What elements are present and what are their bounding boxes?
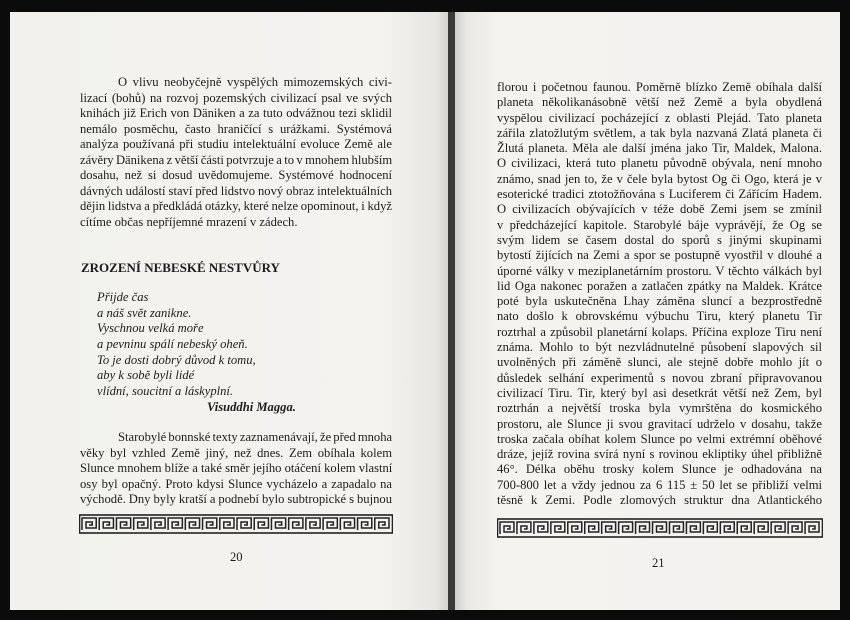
text-line: analýza používaná při studiu intelektuální evoluce Země ale bbox=[80, 137, 392, 151]
text-line: úporné války v meziplanetárním prostoru. V těchto válkách byl bbox=[497, 263, 822, 278]
greek-key-segment bbox=[116, 518, 130, 530]
greek-key-segment bbox=[551, 522, 565, 534]
text-line: těsně k Zemi. Podle zlomových struktur dna Atlantického bbox=[497, 493, 822, 508]
text-line: vyspělou civilizací pocházející z oblasti Plejád. Tato planeta bbox=[497, 110, 822, 125]
text-line: Starobylé bonnské texty zaznamenávají, že před mnoha bbox=[118, 430, 393, 444]
poem-line: Přijde čas bbox=[97, 290, 149, 304]
text-line: věky byl vzhled Země jiný, než dnes. Zem obíhala kolem bbox=[80, 445, 392, 460]
text-line: roztrhal a způsobil planetární kolaps. Příčina exploze Tiru není bbox=[497, 324, 822, 339]
right-page-text bbox=[497, 80, 822, 508]
left-paragraph-1 bbox=[80, 75, 392, 230]
text-line: bytostí žijících na Zemi a spor se postupně vyostřil v dlouhé a bbox=[497, 248, 822, 263]
text-line: O civilizacích obývajících v téže době Zemi jsem se zmínil bbox=[497, 202, 822, 217]
greek-key-segment bbox=[289, 518, 303, 530]
epigraph-author: Visuddhi Magga. bbox=[207, 400, 296, 414]
greek-key-segment bbox=[568, 522, 582, 534]
text-line: civilizací Tiru. Tir, který byl asi desetkrát větší než Zem, byl bbox=[497, 385, 822, 400]
text-line: 46°. Délka oběhu trosky kolem Slunce je odhadována na bbox=[497, 462, 822, 477]
page-number-left: 20 bbox=[230, 550, 243, 564]
greek-key-segment bbox=[585, 522, 599, 534]
greek-key-segment bbox=[686, 522, 700, 534]
text-line: uvolněných při záměně slunci, ale stejně dobře mohlo jít o bbox=[497, 355, 822, 370]
text-line: cítíme občas nepříjemné mrazení v zádech. bbox=[80, 214, 298, 229]
text-line: v předcházející kapitole. Starobylé báje vyprávějí, že Og se bbox=[497, 217, 822, 232]
greek-key-segment bbox=[254, 518, 268, 530]
epigraph-poem bbox=[97, 290, 256, 400]
text-line: lizací (bohů) na rozvoj pozemských civilizací psal ve svých bbox=[80, 90, 392, 105]
text-line: Slunce mnohem blíže a také směr jejího otáčení kolem vlastní bbox=[80, 461, 393, 475]
greek-key-segment bbox=[653, 522, 667, 534]
greek-key-segment bbox=[703, 522, 717, 534]
text-line: východě. Dny byly kratší a podnebí bylo subtropické s bujnou bbox=[80, 492, 392, 506]
greek-key-segment bbox=[271, 518, 285, 530]
text-line: O vlivu neobyčejně vyspělých mimozemských civi- bbox=[118, 75, 392, 89]
greek-key-segment bbox=[771, 522, 785, 534]
greek-key-segment bbox=[323, 518, 337, 530]
text-line: knihách již Erich von Däniken a za tuto odvážnou tezi sklidil bbox=[80, 106, 392, 120]
text-line: důsledek selhání experimentů s novou zbraní připravovanou bbox=[497, 370, 822, 385]
poem-line: a náš svět zanikne. bbox=[97, 305, 192, 320]
greek-key-segment bbox=[99, 518, 113, 530]
greek-key-segment bbox=[534, 522, 548, 534]
chapter-heading: ZROZENÍ NEBESKÉ NESTVŮRY bbox=[81, 260, 280, 275]
greek-key-segment bbox=[82, 518, 96, 530]
greek-key-segment bbox=[151, 518, 165, 530]
text-line: troska začala obíhat kolem Slunce po velmi extrémní oběhové bbox=[497, 431, 822, 446]
text-line: O civilizaci, která tuto planetu původně obývala, není mnoho bbox=[497, 156, 822, 171]
poem-line: aby k sobě byli lidé bbox=[97, 368, 195, 383]
text-line: svým lidem se časem dostal do sporů s jinými skupinami bbox=[497, 232, 822, 247]
text-line: dráze, jejíž rovina svírá nyní s rovinou ekliptiky úhel přibližně bbox=[497, 447, 822, 462]
greek-key-segment bbox=[619, 522, 633, 534]
poem-line: a pevninu spálí nebeský oheň. bbox=[97, 337, 248, 352]
text-line: dávných událostí staví před lidstvo nový obraz intelektuálních bbox=[80, 183, 392, 198]
text-line: závěry Dänikena z větší části potvrzuje a to v mnohem hlubším bbox=[80, 152, 393, 167]
greek-key-segment bbox=[500, 522, 514, 534]
greek-key-segment bbox=[737, 522, 751, 534]
greek-key-segment bbox=[720, 522, 734, 534]
text-line: známo, snad jen to, že v čele byla bytost Og či Ogo, která je v bbox=[497, 171, 822, 186]
text-line: 700-800 let a vždy jednou za 6 115 ± 50 let se přibliží velmi bbox=[497, 477, 822, 492]
greek-key-segment bbox=[754, 522, 768, 534]
greek-key-segment bbox=[669, 522, 683, 534]
left-paragraph-2 bbox=[80, 430, 392, 508]
text-line: zářila zlatožlutým světlem, a tak byla nazvaná Zlatá planeta či bbox=[497, 125, 822, 140]
greek-key-segment bbox=[203, 518, 217, 530]
text-line: poté byla uskutečněna Lhay záměna sluncí a bezprostředně bbox=[497, 294, 822, 309]
text-line: známa. Mohlo to být nezvládnutelné působení slapových sil bbox=[497, 340, 822, 355]
greek-key-segment bbox=[602, 522, 616, 534]
greek-key-segment bbox=[358, 518, 372, 530]
greek-key-segment bbox=[375, 518, 389, 530]
text-line: dějin lidstva a předkládá otázky, které nelze opominout, i když bbox=[80, 199, 392, 213]
greek-key-segment bbox=[134, 518, 148, 530]
text-line: florou i početnou faunou. Poměrně blízko Země obíhala další bbox=[497, 80, 822, 94]
greek-key-border-left bbox=[79, 514, 393, 534]
poem-line: vlídní, soucitní a láskyplní. bbox=[97, 384, 234, 399]
greek-key-segment bbox=[788, 522, 802, 534]
text-line: Žlutá planeta. Měla ale další jména jako Tir, Maldek, Malona. bbox=[497, 141, 822, 156]
text-line: esoterické tradici ztotožňována s Luciferem či Zářícím Hadem. bbox=[497, 187, 822, 202]
text-line: dosahu, než si dosud uvědomujeme. Systémové hodnocení bbox=[80, 168, 392, 182]
greek-key-segment bbox=[517, 522, 531, 534]
poem-line: Vyschnou velká moře bbox=[97, 321, 204, 336]
text-line: roztrhán a největší troska byla vymrštěna do kosmického bbox=[497, 401, 822, 416]
greek-key-segment bbox=[168, 518, 182, 530]
text-line: osy byl opačný. Proto kdysi Slunce vycházelo a zapadalo na bbox=[80, 476, 392, 491]
poem-line: To je dosti dobrý důvod k tomu, bbox=[97, 352, 256, 367]
greek-key-segment bbox=[220, 518, 234, 530]
text-line: lid Oga nakonec poražen a zatlačen zpátky na Maldek. Krátce bbox=[497, 278, 822, 293]
page-number-right: 21 bbox=[652, 556, 665, 570]
greek-key-border-right bbox=[497, 518, 823, 538]
greek-key-segment bbox=[237, 518, 251, 530]
text-line: nemálo posměchu, často hraničící s urážkami. Systémová bbox=[80, 121, 392, 136]
greek-key-segment bbox=[805, 522, 819, 534]
text-line: prostoru, ale Slunce ji svou gravitací udrželo v dosahu, takže bbox=[497, 416, 822, 431]
text-line: nato došlo k obrovskému výbuchu Tiru, který planetu Tir bbox=[497, 309, 822, 324]
greek-key-segment bbox=[636, 522, 650, 534]
greek-key-segment bbox=[340, 518, 354, 530]
greek-key-segment bbox=[306, 518, 320, 530]
text-line: planeta několikanásobně větší než Země a byla obydlená bbox=[497, 95, 822, 110]
greek-key-segment bbox=[185, 518, 199, 530]
